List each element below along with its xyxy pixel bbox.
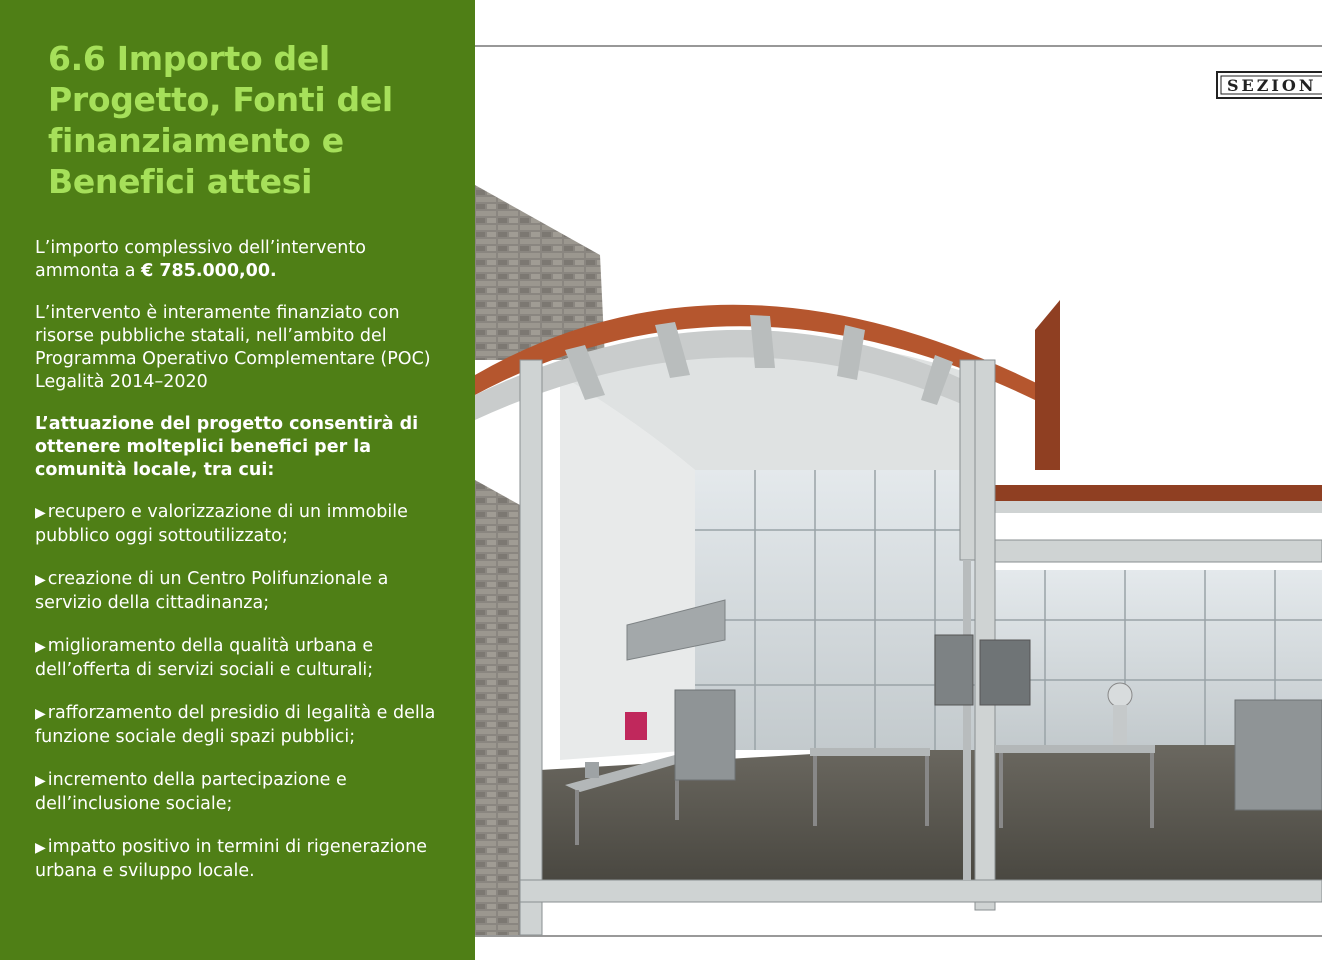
- triangle-bullet-icon: ▶: [35, 840, 46, 856]
- list-item: [35, 769, 455, 816]
- list-item-text: miglioramento della qualità urbana e dell’offerta di servizi sociali e culturali;: [35, 636, 374, 680]
- column: [963, 560, 971, 880]
- copper-parapet: [1035, 300, 1060, 470]
- benefits-list: [35, 501, 455, 883]
- list-item: [35, 836, 455, 883]
- page-title: 6.6 Importo del Progetto, Fonti del finanziamento e Benefici attesi: [48, 39, 393, 201]
- list-item: [35, 702, 455, 749]
- list-item-text: impatto positivo in termini di rigenerazione urbana e sviluppo locale.: [35, 837, 427, 881]
- glass-wall: [695, 470, 975, 750]
- amount-paragraph-text: L’importo complessivo dell’intervento ammonta a: [35, 238, 366, 281]
- triangle-bullet-icon: ▶: [35, 639, 46, 655]
- list-item: [35, 501, 455, 548]
- list-item-text: incremento della partecipazione e dell’inclusione sociale;: [35, 770, 347, 814]
- list-item: [35, 568, 455, 615]
- section-label-text: SEZION: [1227, 76, 1317, 95]
- triangle-bullet-icon: ▶: [35, 572, 46, 588]
- amount-paragraph: [35, 237, 455, 283]
- section-rendering: [475, 0, 1322, 960]
- building-section-drawing: [475, 0, 1322, 960]
- benefits-intro: L’attuazione del progetto consentirà di ottenere molteplici benefici per la comunità locale, tra cui:: [35, 414, 419, 480]
- triangle-bullet-icon: ▶: [35, 505, 46, 521]
- triangle-bullet-icon: ▶: [35, 706, 46, 722]
- text-panel: [0, 0, 475, 960]
- funding-paragraph: L’intervento è interamente finanziato con risorse pubbliche statali, nell’ambito del Programma Operativo Complementare (POC) Legalità 2014–2020: [35, 303, 431, 392]
- list-item-text: recupero e valorizzazione di un immobile pubblico oggi sottoutilizzato;: [35, 502, 408, 546]
- section-label: [1217, 72, 1322, 98]
- flat-roof: [980, 485, 1322, 501]
- triangle-bullet-icon: ▶: [35, 773, 46, 789]
- stone-wall-lower: [475, 480, 520, 935]
- list-item-text: rafforzamento del presidio di legalità e della funzione sociale degli spazi pubblici;: [35, 703, 436, 747]
- list-item-text: creazione di un Centro Polifunzionale a servizio della cittadinanza;: [35, 569, 389, 613]
- body-text: [35, 237, 455, 903]
- list-item: [35, 635, 455, 682]
- amount-value: € 785.000,00.: [141, 261, 277, 281]
- flat-roof-slab: [980, 501, 1322, 513]
